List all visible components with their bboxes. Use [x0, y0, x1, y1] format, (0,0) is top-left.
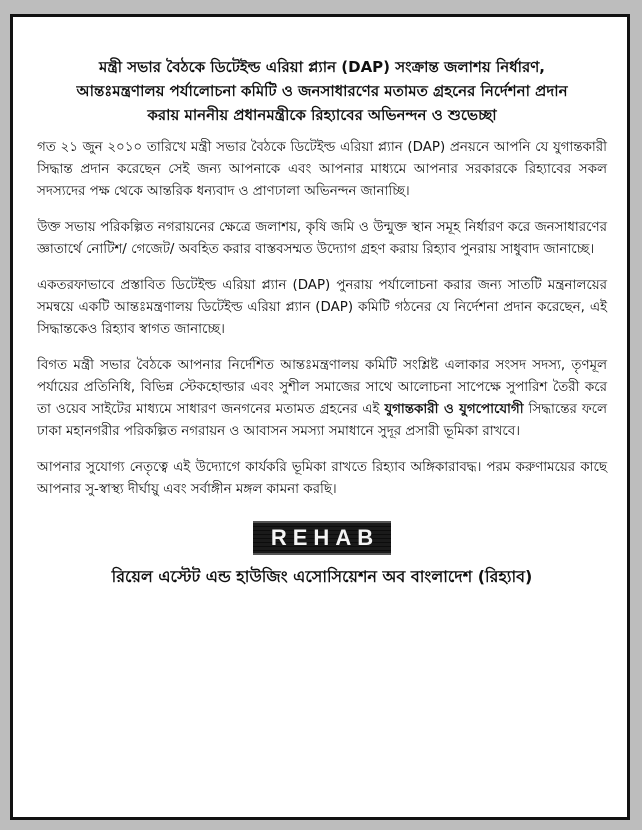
rehab-logo: REHAB — [253, 521, 391, 555]
headline-line-2: আন্তঃমন্ত্রণালয় পর্যালোচনা কমিটি ও জনসাধারণের মতামত গ্রহনের নির্দেশনা প্রদান — [76, 82, 568, 100]
paragraph-committee: একতরফাভাবে প্রস্তাবিত ডিটেইল্ড এরিয়া প্ল্যান (DAP) পুনরায় পর্যালোচনা করার জন্য সাতটি মন্ত্রনালয়ের সমন্বয়ে একটি আন্তঃমন্ত্রণালয় ডিটেইল্ড এরিয়া প্ল্যান (DAP) কমিটি গঠনের যে নির্দেশনা প্রদান করেছেন, এই সিদ্ধান্তকেও রিহ্যাব স্বাগত জানাচ্ছে। — [37, 278, 607, 337]
paragraph-recommendation — [37, 355, 607, 443]
organization-name: রিয়েল এস্টেট এন্ড হাউজিং এসোসিয়েশন অব বাংলাদেশ (রিহ্যাব) — [111, 567, 533, 586]
headline-line-1: মন্ত্রী সভার বৈঠকে ডিটেইল্ড এরিয়া প্ল্যান (DAP) সংক্রান্ত জলাশয় নির্ধারণ, — [99, 58, 545, 76]
paragraph-congratulations: গত ২১ জুন ২০১০ তারিখে মন্ত্রী সভার বৈঠকে ডিটেইল্ড এরিয়া প্ল্যান (DAP) প্রনয়নে আপনি যে যুগান্তকারী সিদ্ধান্ত প্রদান করেছেন সেই জন্য আপনাকে এবং আপনার মাধ্যমে আপনার সরকারকে রিহ্যাবের সকল সদস্যদের পক্ষ থেকে আন্তরিক ধন্যবাদ ও প্রাণঢালা অভিনন্দন জানাচ্ছি। — [37, 140, 607, 199]
headline-line-3: করায় মাননীয় প্রধানমন্ত্রীকে রিহ্যাবের অভিনন্দন ও শুভেচ্ছা — [147, 106, 497, 124]
logo-container — [37, 521, 607, 555]
paragraph-commitment: আপনার সুযোগ্য নেতৃত্বে এই উদ্যোগে কার্যকরি ভূমিকা রাখতে রিহ্যাব অঙ্গিকারাবদ্ধ। পরম করুণাময়ের কাছে আপনার সু-স্বাস্থ্য দীর্ঘায়ু এবং সর্বাঙ্গীন মঙ্গল কামনা করছি। — [37, 460, 607, 497]
paragraph-recommendation-emphasis: যুগান্তকারী ও যুগপোযোগী — [384, 402, 524, 417]
paragraph-water-bodies: উক্ত সভায় পরিকল্পিত নগরায়নের ক্ষেত্রে জলাশয়, কৃষি জমি ও উন্মুক্ত স্থান সমূহ নির্ধারণ করে জনসাধারণের জ্ঞাতার্থে নোটিশ/ গেজেট/ অবহিত করার বাস্তবসম্মত উদ্যোগ গ্রহণ করায় রিহ্যাব পুনরায় সাধুবাদ জানাচ্ছে। — [37, 220, 607, 257]
advertisement-box — [10, 14, 630, 820]
paragraph-recommendation-part-2: সিদ্ধান্তের ফলে ঢাকা মহানগরীর পরিকল্পিত নগরায়ন ও আবাসন সমস্যা সমাধানে সুদূর প্রসারী ভূমিকা রাখবে। — [37, 402, 608, 439]
paragraph-recommendation-part-1: বিগত মন্ত্রী সভার বৈঠকে আপনার নির্দেশিত আন্তঃমন্ত্রণালয় কমিটি সংশ্লিষ্ট এলাকার সংসদ সদস্য, তৃণমূল পর্যায়ের প্রতিনিধি, বিভিন্ন স্টেকহোল্ডার এবং সুশীল সমাজের সাথে আলোচনা সাপেক্ষে সুপারিশ তৈরী করে তা ওয়েব সাইটের মাধ্যমে সাধারণ জনগনের মতামত গ্রহনের এই — [37, 358, 607, 417]
headline — [37, 55, 607, 127]
